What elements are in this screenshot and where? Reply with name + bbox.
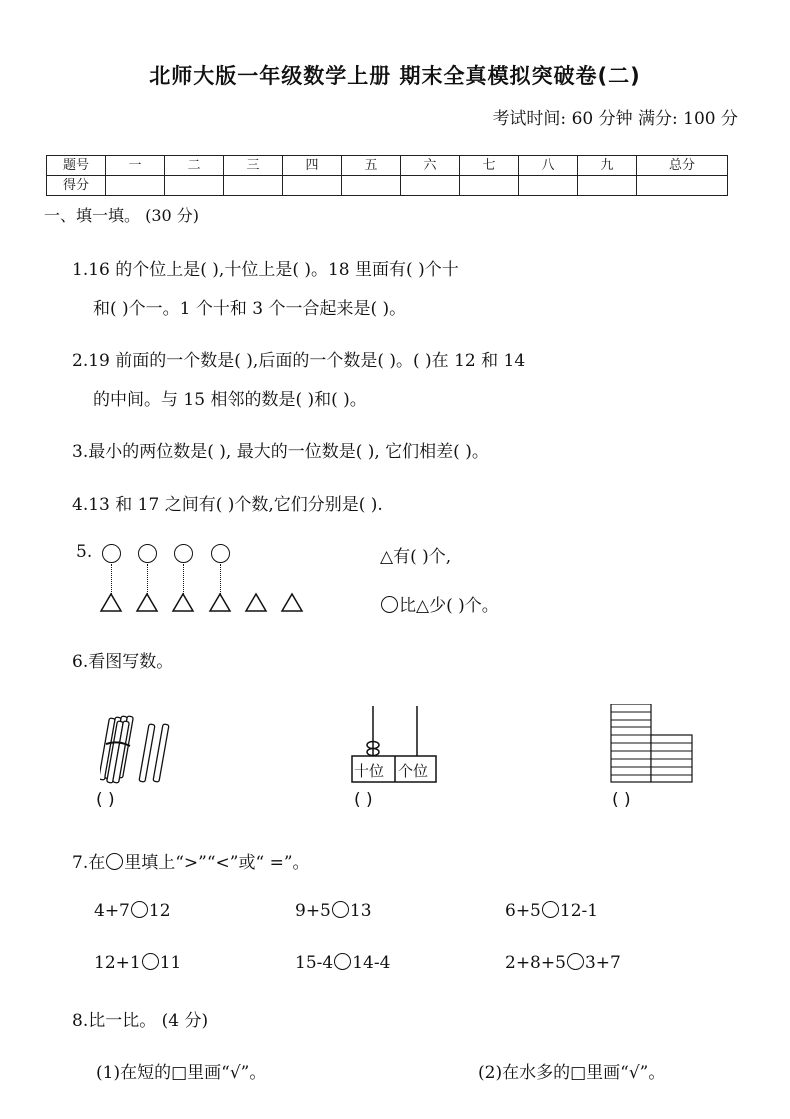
score-table-header-row [47, 156, 728, 176]
score-cell[interactable] [578, 176, 637, 196]
q7-suffix: 里填上“>”“<”或“ =”。 [124, 853, 310, 873]
expr-right: 14-4 [352, 953, 391, 973]
answer-circle[interactable] [131, 901, 148, 918]
expr-left: 15-4 [295, 953, 334, 973]
table-row-label: 得分 [47, 176, 106, 196]
score-cell[interactable] [401, 176, 460, 196]
expr-left: 6+5 [505, 901, 541, 921]
score-cell[interactable] [165, 176, 224, 196]
question-1-line-2: 和( )个一。1 个十和 3 个一合起来是( )。 [93, 299, 407, 319]
score-cell[interactable] [519, 176, 578, 196]
exam-info: 考试时间: 60 分钟 满分: 100 分 [492, 109, 738, 129]
q7-prefix: 7.在 [72, 853, 106, 873]
score-table [46, 155, 728, 196]
dotted-line [220, 564, 221, 594]
score-cell[interactable] [460, 176, 519, 196]
stick-bundle-image [100, 712, 180, 784]
expr-left: 12+1 [94, 953, 141, 973]
table-header-cell: 三 [224, 156, 283, 176]
question-7 [72, 848, 310, 873]
table-header-cell: 一 [106, 156, 165, 176]
answer-circle[interactable] [542, 901, 559, 918]
dotted-line [183, 564, 184, 594]
answer-circle[interactable] [334, 953, 351, 970]
compare-item [505, 953, 621, 973]
question-8: 8.比一比。 (4 分) [72, 1011, 209, 1031]
expr-left: 9+5 [295, 901, 331, 921]
circle-icon [174, 544, 193, 563]
expr-right: 3+7 [584, 953, 621, 973]
section-1-heading: 一、填一填。 (30 分) [44, 206, 200, 225]
expr-left: 4+7 [94, 901, 130, 921]
question-8-part-1: (1)在短的□里画“√”。 [96, 1063, 267, 1083]
compare-item [94, 953, 181, 973]
question-2-line-1: 2.19 前面的一个数是( ),后面的一个数是( )。( )在 12 和 14 [72, 351, 526, 371]
table-header-cell: 八 [519, 156, 578, 176]
triangle-icon [101, 594, 121, 611]
answer-circle[interactable] [142, 953, 159, 970]
score-cell[interactable] [283, 176, 342, 196]
expr-right: 13 [349, 901, 372, 921]
table-header-cell: 总分 [637, 156, 728, 176]
abacus-tens-label: 十位 [354, 762, 385, 780]
table-header-cell: 六 [401, 156, 460, 176]
expr-right: 12-1 [559, 901, 599, 921]
triangle-icon [282, 594, 302, 611]
triangle-icon [173, 594, 193, 611]
question-3: 3.最小的两位数是( ), 最大的一位数是( ), 它们相差( )。 [72, 442, 489, 462]
expr-left: 2+8+5 [505, 953, 566, 973]
table-header-cell: 四 [283, 156, 342, 176]
answer-circle[interactable] [567, 953, 584, 970]
table-header-cell: 九 [578, 156, 637, 176]
abacus-ones-label: 个位 [398, 762, 429, 780]
circle-icon [102, 544, 121, 563]
page-title: 北师大版一年级数学上册 期末全真模拟突破卷(二) [149, 64, 641, 88]
circle-icon [106, 853, 123, 870]
question-4: 4.13 和 17 之间有( )个数,它们分别是( ). [72, 495, 383, 515]
triangle-icon [137, 594, 157, 611]
question-2-line-2: 的中间。与 15 相邻的数是( )和( )。 [93, 390, 367, 410]
score-cell[interactable] [637, 176, 728, 196]
table-header-cell: 题号 [47, 156, 106, 176]
q5-triangle-count: △有( )个, [380, 547, 452, 567]
q6-answer-1[interactable]: ( ) [96, 790, 115, 810]
triangle-icon [210, 594, 230, 611]
expr-right: 11 [159, 953, 182, 973]
compare-item [505, 901, 598, 921]
q5-triangles [98, 592, 308, 614]
dotted-line [147, 564, 148, 594]
answer-circle[interactable] [332, 901, 349, 918]
circle-icon [381, 596, 398, 613]
q6-answer-2[interactable]: ( ) [354, 790, 373, 810]
q6-answer-3[interactable]: ( ) [612, 790, 631, 810]
score-cell[interactable] [342, 176, 401, 196]
question-1-line-1: 1.16 的个位上是( ),十位上是( )。18 里面有( )个十 [72, 260, 459, 280]
q5-compare-prefix: 比△少( [399, 596, 453, 616]
question-5-number: 5. [76, 542, 93, 562]
question-6: 6.看图写数。 [72, 652, 174, 672]
score-cell[interactable] [106, 176, 165, 196]
expr-right: 12 [148, 901, 171, 921]
table-header-cell: 二 [165, 156, 224, 176]
compare-item [94, 901, 171, 921]
q5-compare-suffix: )个。 [452, 596, 499, 616]
table-header-cell: 七 [460, 156, 519, 176]
question-8-part-2: (2)在水多的□里画“√”。 [478, 1063, 666, 1083]
triangle-icon [246, 594, 266, 611]
table-header-cell: 五 [342, 156, 401, 176]
compare-item [295, 901, 372, 921]
dotted-line [111, 564, 112, 594]
q5-circle-compare [380, 591, 499, 616]
circle-icon [138, 544, 157, 563]
score-cell[interactable] [224, 176, 283, 196]
circle-icon [211, 544, 230, 563]
compare-item [295, 953, 390, 973]
score-table-score-row [47, 176, 728, 196]
block-stack-image [610, 704, 694, 784]
